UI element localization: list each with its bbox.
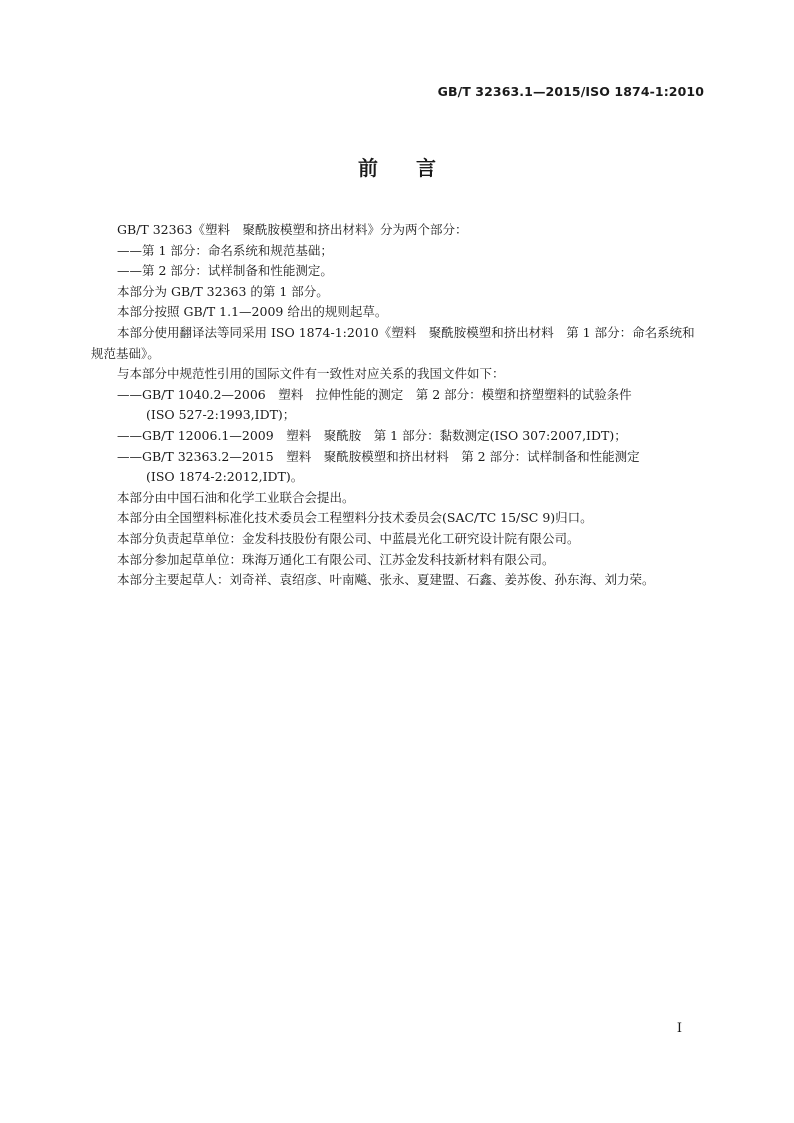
paragraph [91, 570, 705, 591]
paragraph-text: ——第 2 部分：试样制备和性能测定。 [117, 263, 333, 279]
paragraph [91, 220, 705, 241]
page-title: 前言 [358, 156, 474, 180]
paragraph-text: 本部分由中国石油和化学工业联合会提出。 [117, 489, 355, 505]
paragraph [91, 508, 705, 529]
paragraph-text: ——GB/T 32363.2—2015 塑料 聚酰胺模塑和挤出材料 第 2 部分：试样制备和性能测定 [117, 448, 640, 464]
paragraph [91, 550, 705, 571]
paragraph-continuation: (ISO 527-2:1993,IDT)； [146, 407, 296, 423]
paragraph [91, 488, 705, 509]
paragraph [91, 282, 705, 303]
paragraph-continuation: (ISO 1874-2:2012,IDT)。 [146, 469, 304, 485]
page-number: I [676, 1021, 682, 1036]
paragraph-text: ——GB/T 12006.1—2009 塑料 聚酰胺 第 1 部分：黏数测定(ISO 307:2007,IDT)； [117, 427, 627, 443]
list-item [91, 447, 705, 488]
paragraph-text: 本部分参加起草单位：珠海万通化工有限公司、江苏金发科技新材料有限公司。 [117, 551, 555, 567]
paragraph-text: GB/T 32363《塑料 聚酰胺模塑和挤出材料》分为两个部分： [117, 222, 468, 237]
paragraph-text: 本部分负责起草单位：金发科技股份有限公司、中蓝晨光化工研究设计院有限公司。 [117, 530, 580, 546]
paragraph [91, 323, 705, 364]
paragraph-text: 与本部分中规范性引用的国际文件有一致性对应关系的我国文件如下： [117, 366, 505, 382]
list-item [91, 385, 705, 426]
paragraph-text: ——GB/T 1040.2—2006 塑料 拉伸性能的测定 第 2 部分：模塑和挤塑塑料的试验条件 [117, 386, 632, 402]
paragraph [91, 302, 705, 323]
paragraph-text: 本部分为 GB/T 32363 的第 1 部分。 [117, 283, 329, 299]
foreword-body [91, 220, 705, 591]
paragraph-text: 本部分主要起草人：刘奇祥、袁绍彦、叶南飚、张永、夏建盟、石鑫、姜苏俊、孙东海、刘力荣。 [117, 572, 655, 588]
paragraph-text: 本部分按照 GB/T 1.1—2009 给出的规则起草。 [117, 304, 388, 320]
standard-code-header: GB/T 32363.1—2015/ISO 1874-1:2010 [437, 84, 704, 99]
paragraph-text: 本部分由全国塑料标准化技术委员会工程塑料分技术委员会(SAC/TC 15/SC 9)归口。 [117, 510, 593, 526]
paragraph [91, 529, 705, 550]
list-item [91, 261, 705, 282]
list-item [91, 241, 705, 262]
paragraph-text: 本部分使用翻译法等同采用 ISO 1874-1:2010《塑料 聚酰胺模塑和挤出材料 第 1 部分：命名系统和规范基础》。 [91, 324, 695, 361]
paragraph [91, 364, 705, 385]
list-item [91, 426, 705, 447]
paragraph-text: ——第 1 部分：命名系统和规范基础； [117, 242, 333, 258]
